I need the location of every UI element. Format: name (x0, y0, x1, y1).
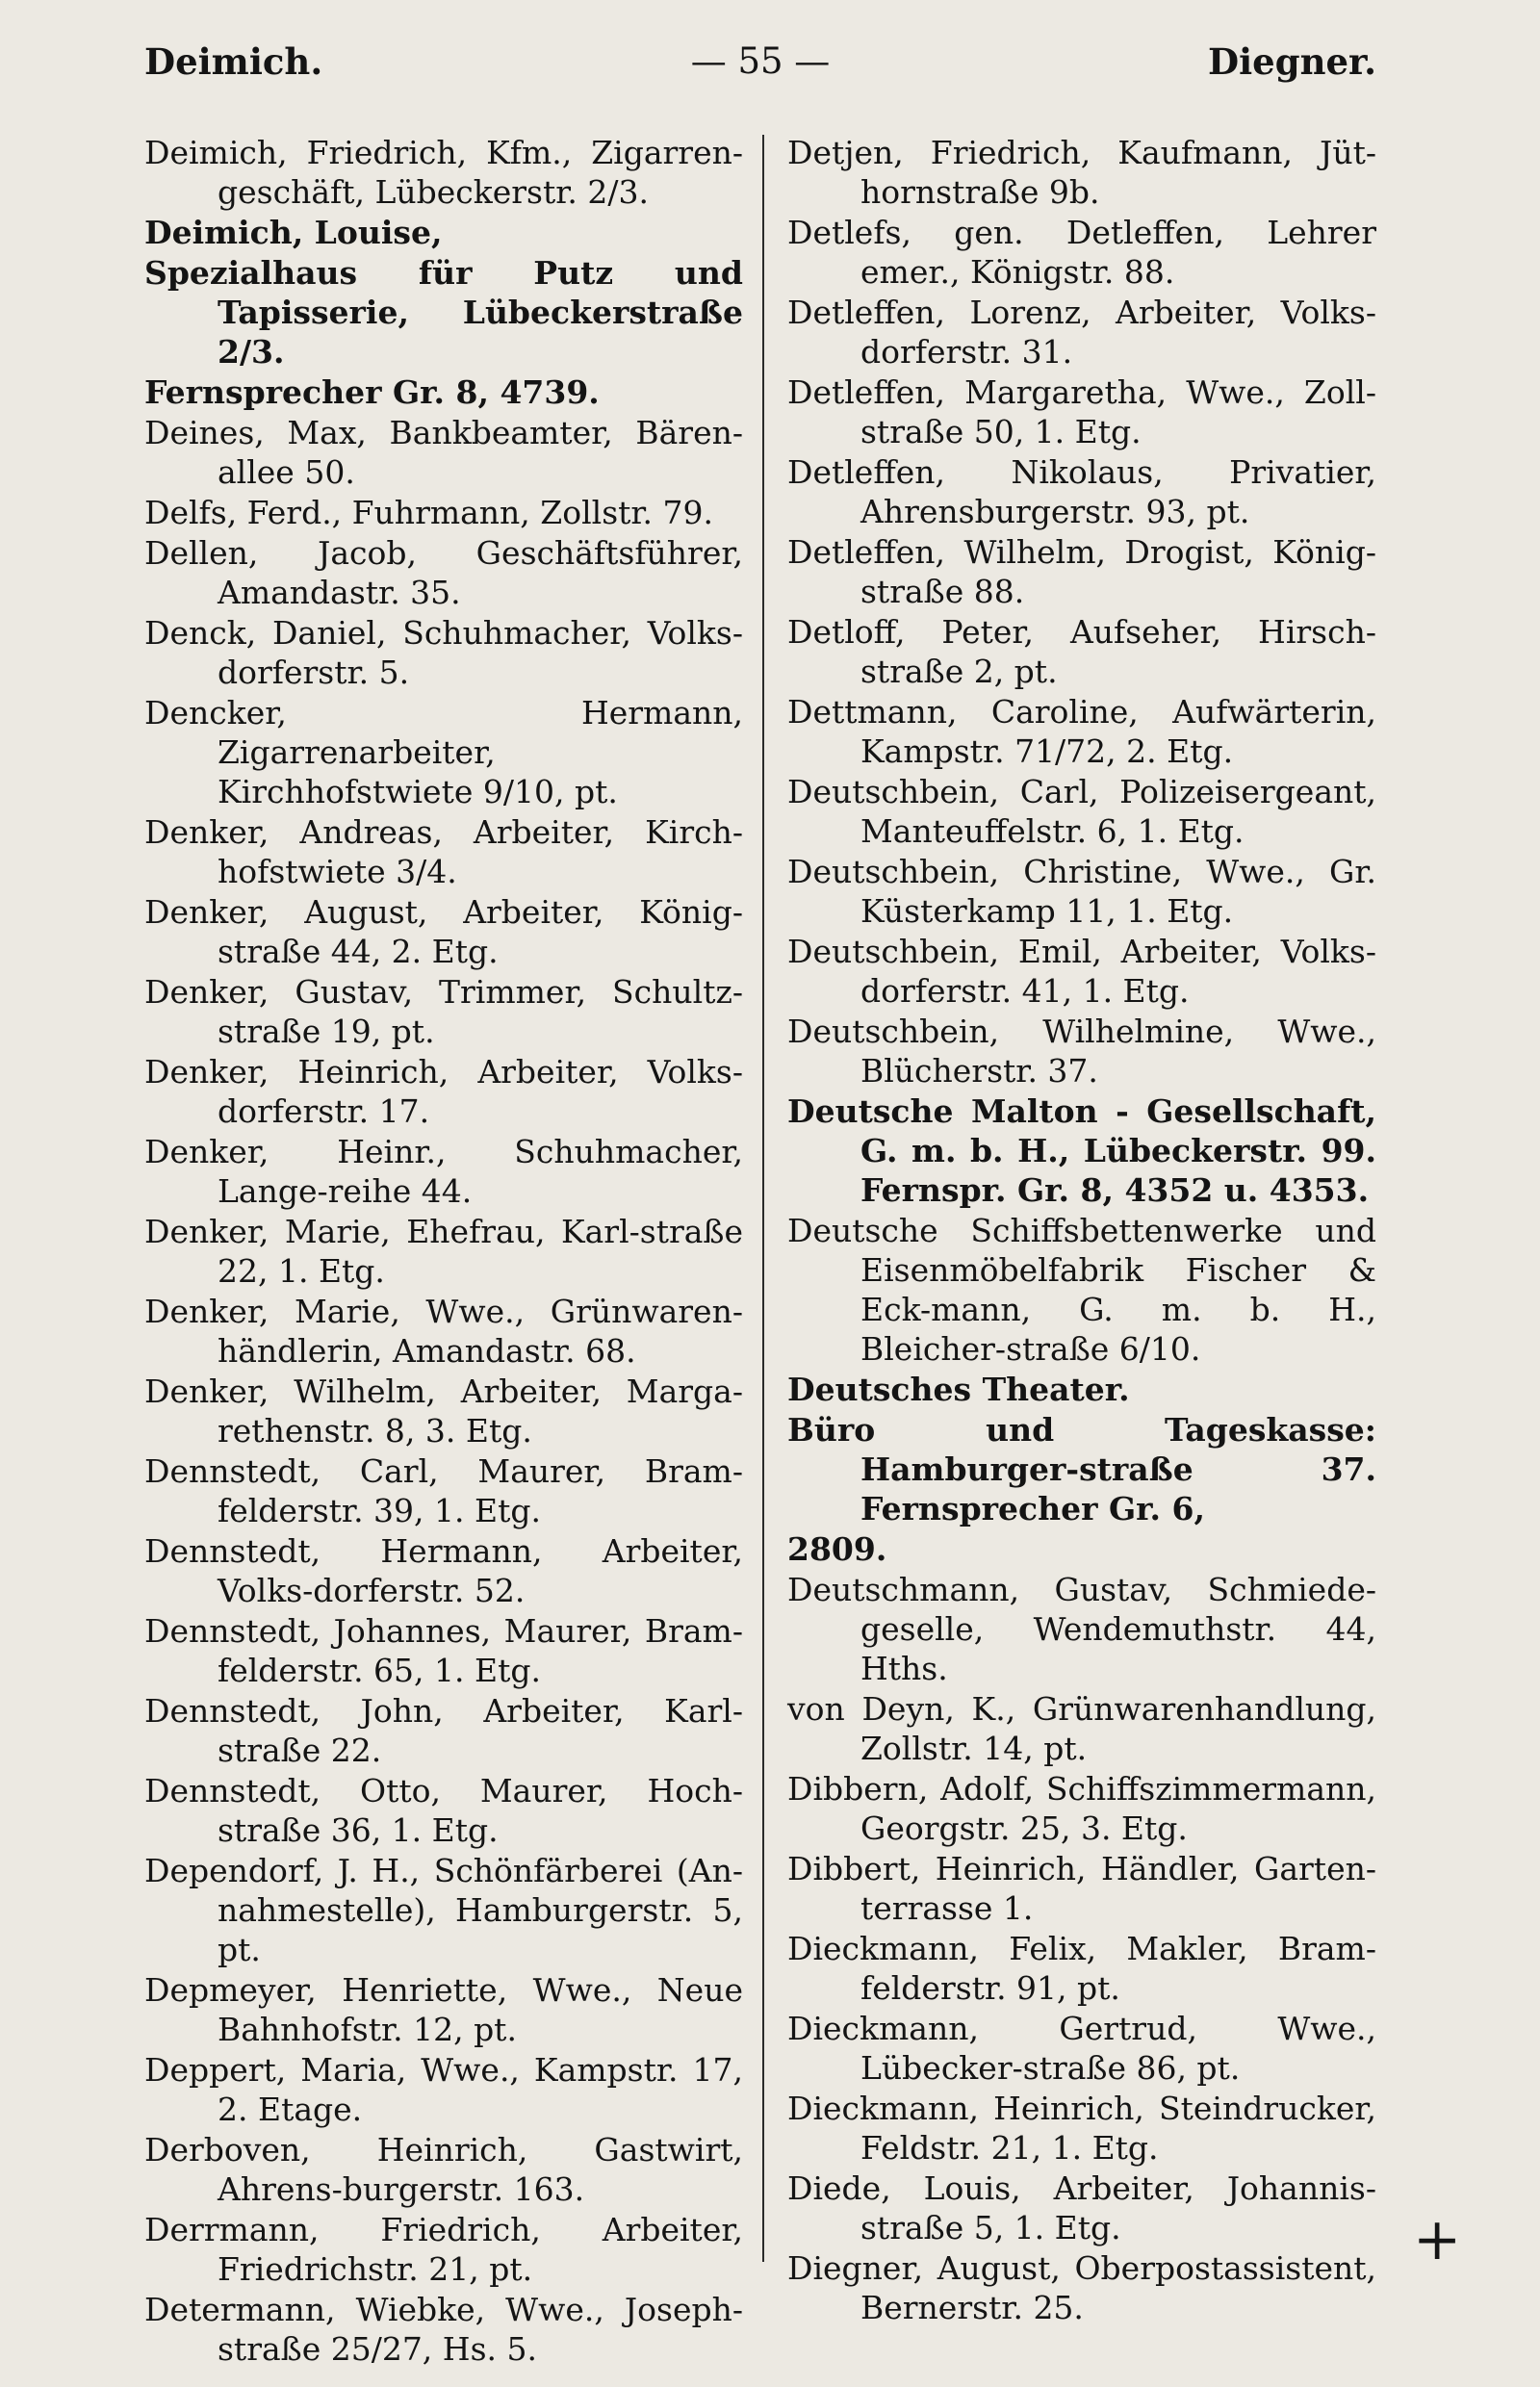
directory-entry: Denker, Marie, Ehefrau, Karl-straße 22, 1. Etg. (144, 1213, 743, 1290)
theater-entry-name: Deutsches Theater. (787, 1371, 1130, 1408)
directory-entry: Depmeyer, Henriette, Wwe., Neue Bahnhofstr. 12, pt. (144, 1971, 743, 2048)
directory-entry: Detjen, Friedrich, Kaufmann, Jüt-hornstraße 9b. (787, 134, 1376, 211)
directory-entry: Derrmann, Friedrich, Arbeiter, Friedrichstr. 21, pt. (144, 2211, 743, 2288)
directory-entry: Dieckmann, Heinrich, Steindrucker, Feldstr. 21, 1. Etg. (787, 2090, 1376, 2167)
directory-entry: Dennstedt, John, Arbeiter, Karl-straße 22. (144, 1692, 743, 1769)
directory-entry: Deutschbein, Wilhelmine, Wwe., Blücherstr. 37. (787, 1013, 1376, 1090)
directory-entry: Dependorf, J. H., Schönfärberei (An-nahmestelle), Hamburgerstr. 5, pt. (144, 1852, 743, 1968)
directory-entry: Dennstedt, Hermann, Arbeiter, Volks-dorferstr. 52. (144, 1532, 743, 1609)
directory-entry: Determann, Wiebke, Wwe., Joseph-straße 25/27, Hs. 5. (144, 2291, 743, 2368)
directory-entry: Dennstedt, Johannes, Maurer, Bram-felderstr. 65, 1. Etg. (144, 1612, 743, 1689)
directory-entry: Diegner, August, Oberpostassistent, Bernerstr. 25. (787, 2249, 1376, 2326)
directory-entry: Dennstedt, Carl, Maurer, Bram-felderstr. 39, 1. Etg. (144, 1452, 743, 1529)
directory-entry: Dellen, Jacob, Geschäftsführer, Amandastr. 35. (144, 534, 743, 611)
directory-entry: Detleffen, Lorenz, Arbeiter, Volks-dorferstr. 31. (787, 294, 1376, 371)
directory-entry: Deines, Max, Bankbeamter, Bären-allee 50. (144, 414, 743, 491)
directory-entry: Dennstedt, Otto, Maurer, Hoch-straße 36, 1. Etg. (144, 1772, 743, 1849)
column-divider (762, 135, 764, 2262)
directory-entry: Denker, Gustav, Trimmer, Schultz-straße 19, pt. (144, 973, 743, 1050)
directory-entry: Dencker, Hermann, Zigarrenarbeiter, Kirchhofstwiete 9/10, pt. (144, 694, 743, 810)
directory-entry: Detleffen, Wilhelm, Drogist, König-straße 88. (787, 533, 1376, 610)
directory-entry: Dettmann, Caroline, Aufwärterin, Kampstr. 71/72, 2. Etg. (787, 693, 1376, 770)
directory-entry: Denker, Heinrich, Arbeiter, Volks-dorferstr. 17. (144, 1053, 743, 1130)
directory-entry: Dieckmann, Gertrud, Wwe., Lübecker-straße 86, pt. (787, 2010, 1376, 2087)
theater-entry-line: 2809. (787, 1530, 887, 1568)
directory-entry: Denker, August, Arbeiter, König-straße 44, 2. Etg. (144, 893, 743, 970)
directory-entry: Deutschbein, Emil, Arbeiter, Volks-dorferstr. 41, 1. Etg. (787, 933, 1376, 1010)
directory-entry: Delfs, Ferd., Fuhrmann, Zollstr. 79. (144, 494, 714, 531)
page-header (144, 40, 1376, 94)
directory-entry: Detleffen, Nikolaus, Privatier, Ahrensburgerstr. 93, pt. (787, 453, 1376, 530)
advert-entry-line: Spezialhaus für Putz und Tapisserie, Lübeckerstraße 2/3. (144, 254, 743, 371)
directory-entry: Detleffen, Margaretha, Wwe., Zoll-straße 50, 1. Etg. (787, 373, 1376, 450)
directory-entry: Denker, Wilhelm, Arbeiter, Marga-rethenstr. 8, 3. Etg. (144, 1373, 743, 1450)
directory-entry: von Deyn, K., Grünwarenhandlung, Zollstr. 14, pt. (787, 1690, 1376, 1767)
directory-entry: Diede, Louis, Arbeiter, Johannis-straße 5, 1. Etg. (787, 2169, 1376, 2246)
directory-entry: Denker, Heinr., Schuhmacher, Lange-reihe 44. (144, 1133, 743, 1210)
advert-entry-line: Fernsprecher Gr. 8, 4739. (144, 373, 600, 411)
directory-entry: Denker, Marie, Wwe., Grünwaren-händlerin, Amandastr. 68. (144, 1293, 743, 1370)
directory-entry: Deutschmann, Gustav, Schmiede-geselle, Wendemuthstr. 44, Hths. (787, 1571, 1376, 1687)
advert-entry-name: Deimich, Louise, (144, 214, 443, 251)
directory-entry: Denker, Andreas, Arbeiter, Kirch-hofstwiete 3/4. (144, 813, 743, 890)
directory-entry: Deimich, Friedrich, Kfm., Zigarren-geschäft, Lübeckerstr. 2/3. (144, 134, 743, 211)
directory-entry: Deutschbein, Carl, Polizeisergeant, Manteuffelstr. 6, 1. Etg. (787, 773, 1376, 850)
header-right-keyword: Diegner. (1208, 40, 1376, 83)
page-number: — 55 — (690, 40, 831, 82)
directory-entry: Dibbert, Heinrich, Händler, Garten-terrasse 1. (787, 1850, 1376, 1927)
corner-mark: + (1413, 2206, 1462, 2273)
left-column (144, 133, 743, 2370)
directory-entry: Denck, Daniel, Schuhmacher, Volks-dorferstr. 5. (144, 614, 743, 691)
theater-entry-line: Büro und Tageskasse: Hamburger-straße 37. Fernsprecher Gr. 6, (787, 1411, 1376, 1527)
directory-entry: Derboven, Heinrich, Gastwirt, Ahrens-burgerstr. 163. (144, 2131, 743, 2208)
company-entry-bold: Deutsche Malton - Gesellschaft, G. m. b. H., Lübeckerstr. 99. Fernspr. Gr. 8, 4352 u. 4353. (787, 1092, 1376, 1209)
company-entry: Deutsche Schiffsbettenwerke und Eisenmöbelfabrik Fischer & Eck-mann, G. m. b. H., Bleicher-straße 6/10. (787, 1212, 1376, 1368)
directory-entry: Detlefs, gen. Detleffen, Lehrer emer., Königstr. 88. (787, 214, 1376, 291)
directory-entry: Detloff, Peter, Aufseher, Hirsch-straße 2, pt. (787, 613, 1376, 690)
right-column (787, 133, 1376, 2328)
directory-entry: Deutschbein, Christine, Wwe., Gr. Küsterkamp 11, 1. Etg. (787, 853, 1376, 930)
header-left-keyword: Deimich. (144, 40, 323, 83)
directory-entry: Dibbern, Adolf, Schiffszimmermann, Georgstr. 25, 3. Etg. (787, 1770, 1376, 1847)
directory-entry: Deppert, Maria, Wwe., Kampstr. 17, 2. Etage. (144, 2051, 743, 2128)
directory-entry: Dieckmann, Felix, Makler, Bram-felderstr. 91, pt. (787, 1930, 1376, 2007)
